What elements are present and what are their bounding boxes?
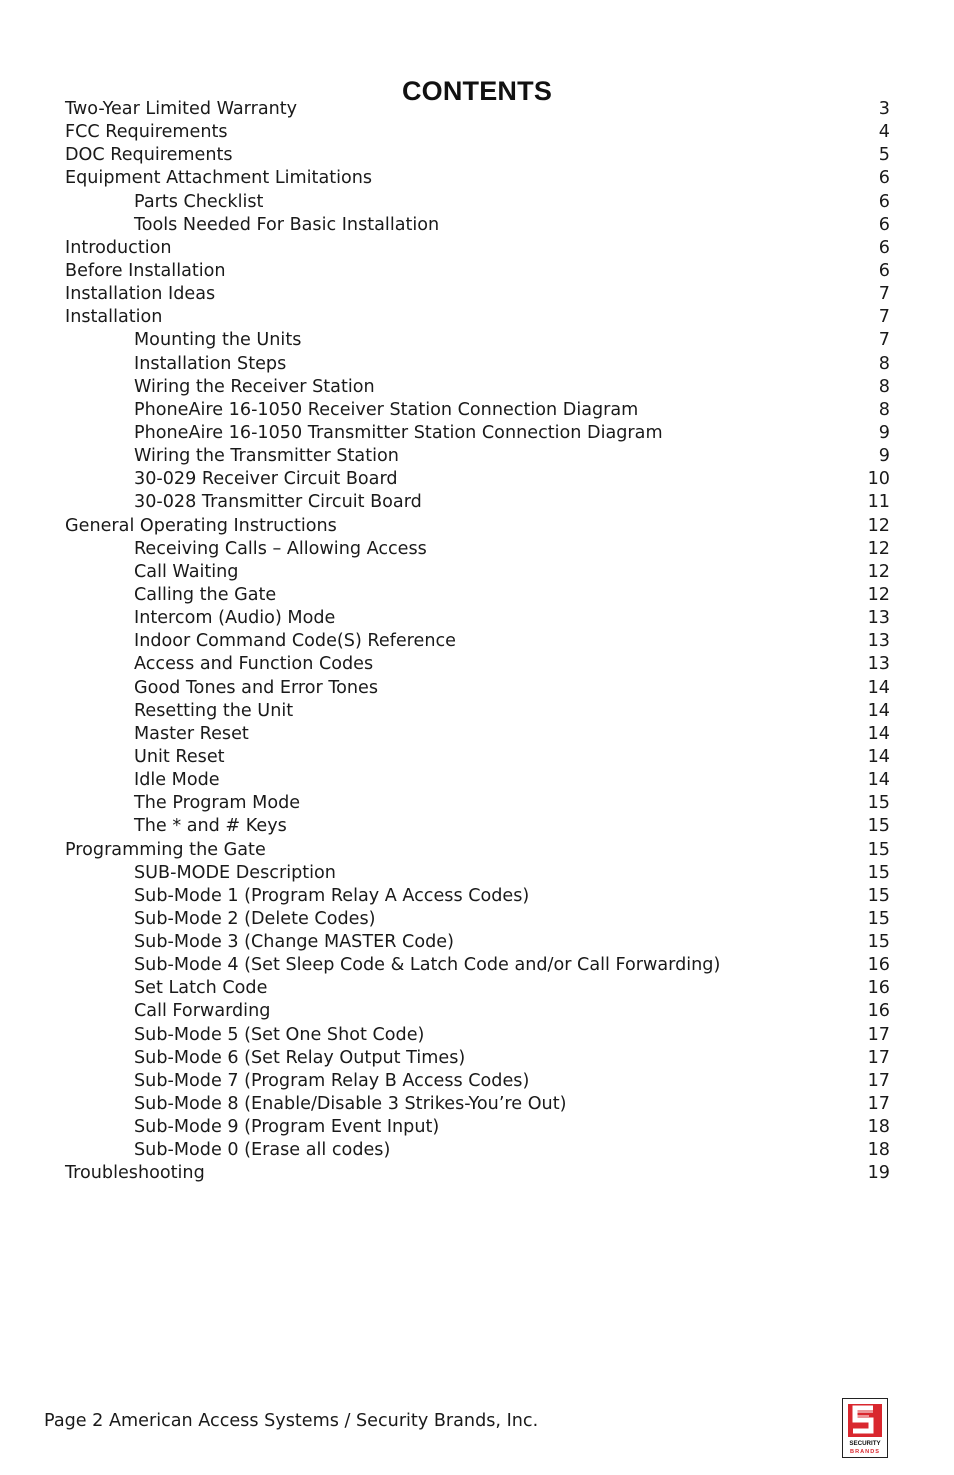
toc-entry[interactable] [65,954,890,977]
toc-entry-page-number: 13 [867,654,890,675]
toc-entry-page-number: 17 [867,1024,890,1045]
toc-entry-page-number: 18 [867,1140,890,1161]
toc-entry[interactable] [65,538,890,561]
toc-entry[interactable] [65,1047,890,1070]
toc-entry-page-number: 9 [878,422,890,443]
toc-entry-label: Sub-Mode 6 (Set Relay Output Times) [134,1047,466,1068]
toc-entry[interactable] [65,1070,890,1093]
toc-entry[interactable] [65,931,890,954]
toc-entry-page-number: 10 [867,469,890,490]
toc-entry[interactable] [65,191,890,214]
toc-entry[interactable] [65,98,890,121]
toc-entry-label: The Program Mode [134,793,301,814]
toc-entry-page-number: 15 [867,908,890,929]
toc-entry-label: Tools Needed For Basic Installation [134,214,440,235]
toc-entry-page-number: 7 [878,307,890,328]
toc-entry-page-number: 12 [867,515,890,536]
toc-entry-label: Intercom (Audio) Mode [134,608,336,629]
toc-entry[interactable] [65,561,890,584]
page-title: CONTENTS [401,76,553,107]
toc-entry[interactable] [65,329,890,352]
toc-entry[interactable] [65,584,890,607]
toc-entry-page-number: 3 [878,99,890,119]
toc-entry-label: Sub-Mode 1 (Program Relay A Access Codes) [134,885,530,906]
toc-entry[interactable] [65,792,890,815]
toc-entry-page-number: 19 [867,1163,890,1184]
toc-entry-page-number: 6 [878,260,890,281]
toc-entry-label: Sub-Mode 2 (Delete Codes) [134,908,376,929]
toc-entry-page-number: 13 [867,608,890,629]
security-brands-logo-icon [842,1398,888,1458]
toc-entry[interactable] [65,1093,890,1116]
toc-entry[interactable] [65,977,890,1000]
toc-entry-label: Installation [65,307,163,328]
logo-text-line2: BRANDS [850,1449,880,1455]
page-footer: Page 2 American Access Systems / Security Brands, Inc. [44,1411,539,1431]
toc-entry[interactable] [65,306,890,329]
toc-entry-label: Master Reset [134,723,249,744]
toc-entry-label: DOC Requirements [65,145,233,166]
toc-entry[interactable] [65,260,890,283]
toc-entry-label: Sub-Mode 4 (Set Sleep Code & Latch Code and/or Call Forwarding) [134,955,721,976]
toc-entry[interactable] [65,283,890,306]
toc-entry[interactable] [65,653,890,676]
toc-entry[interactable] [65,353,890,376]
toc-entry[interactable] [65,607,890,630]
toc-entry-label: Sub-Mode 5 (Set One Shot Code) [134,1024,425,1045]
toc-entry-label: Introduction [65,237,172,258]
logo-text-line1: SECURITY [849,1440,881,1447]
toc-entry-label: Good Tones and Error Tones [134,677,379,698]
toc-entry[interactable] [65,167,890,190]
toc-entry[interactable] [65,1024,890,1047]
toc-entry[interactable] [65,700,890,723]
toc-entry[interactable] [65,1162,890,1185]
toc-entry[interactable] [65,908,890,931]
toc-entry-page-number: 12 [867,561,890,582]
toc-entry[interactable] [65,815,890,838]
toc-entry-label: Sub-Mode 9 (Program Event Input) [134,1117,440,1138]
toc-entry-page-number: 15 [867,932,890,953]
toc-entry-page-number: 15 [867,816,890,837]
toc-entry-page-number: 7 [878,330,890,351]
toc-entry[interactable] [65,723,890,746]
toc-entry[interactable] [65,399,890,422]
toc-entry-label: Sub-Mode 3 (Change MASTER Code) [134,932,454,953]
toc-entry[interactable] [65,746,890,769]
toc-entry-page-number: 15 [867,839,890,860]
toc-entry-page-number: 6 [878,191,890,212]
toc-entry-page-number: 14 [867,770,890,791]
toc-entry-page-number: 14 [867,723,890,744]
toc-entry[interactable] [65,677,890,700]
toc-entry-page-number: 11 [867,492,890,513]
toc-entry-label: Indoor Command Code(S) Reference [134,631,457,652]
toc-entry-label: Call Forwarding [134,1001,271,1022]
toc-entry-label: 30-029 Receiver Circuit Board [134,469,398,490]
toc-entry-label: Before Installation [65,260,226,281]
toc-entry[interactable] [65,885,890,908]
toc-entry[interactable] [65,376,890,399]
toc-entry-page-number: 14 [867,746,890,767]
toc-entry[interactable] [65,445,890,468]
toc-entry-page-number: 15 [867,885,890,906]
toc-entry-page-number: 17 [867,1070,890,1091]
toc-entry-label: Programming the Gate [65,839,266,860]
toc-entry-label: Resetting the Unit [134,700,294,721]
toc-entry[interactable] [65,630,890,653]
toc-entry-label: Sub-Mode 8 (Enable/Disable 3 Strikes-You’re Out) [134,1094,567,1115]
toc-entry-page-number: 5 [878,145,890,166]
toc-entry-label: Sub-Mode 7 (Program Relay B Access Codes) [134,1070,530,1091]
toc-entry-label: Call Waiting [134,561,239,582]
toc-entry-label: Receiving Calls – Allowing Access [134,538,427,559]
toc-entry-page-number: 7 [878,284,890,305]
toc-entry[interactable] [65,491,890,514]
toc-entry-label: Sub-Mode 0 (Erase all codes) [134,1140,391,1161]
toc-entry-page-number: 15 [867,862,890,883]
toc-entry-page-number: 12 [867,538,890,559]
toc-entry-page-number: 6 [878,214,890,235]
toc-entry-page-number: 16 [867,978,890,999]
toc-entry[interactable] [65,468,890,491]
toc-entry-page-number: 15 [867,793,890,814]
toc-entry-label: Set Latch Code [134,978,268,999]
toc-entry[interactable] [65,862,890,885]
toc-entry-label: Mounting the Units [134,330,302,351]
toc-entry-page-number: 8 [878,399,890,420]
toc-entry-page-number: 12 [867,584,890,605]
toc-entry-page-number: 16 [867,1001,890,1022]
toc-entry-label: PhoneAire 16-1050 Receiver Station Connection Diagram [134,399,639,420]
toc-entry-label: Equipment Attachment Limitations [65,168,373,189]
toc-entry-page-number: 9 [878,446,890,467]
toc-entry[interactable] [65,839,890,862]
toc-entry-page-number: 8 [878,376,890,397]
toc-entry-page-number: 17 [867,1047,890,1068]
toc-entry[interactable] [65,144,890,167]
toc-entry[interactable] [65,515,890,538]
toc-entry-page-number: 13 [867,631,890,652]
toc-entry[interactable] [65,422,890,445]
table-of-contents [65,98,890,1186]
toc-entry-label: 30-028 Transmitter Circuit Board [134,492,422,513]
toc-entry-label: Installation Ideas [65,284,216,305]
toc-entry[interactable] [65,1116,890,1139]
toc-entry-page-number: 8 [878,353,890,374]
toc-entry-page-number: 16 [867,955,890,976]
toc-entry-label: Wiring the Receiver Station [134,376,375,397]
toc-entry-page-number: 4 [878,122,890,143]
toc-entry-label: Unit Reset [134,746,225,767]
toc-entry[interactable] [65,1000,890,1023]
toc-entry-label: General Operating Instructions [65,515,337,536]
toc-entry-page-number: 14 [867,677,890,698]
toc-entry-label: Wiring the Transmitter Station [134,446,399,467]
toc-entry-label: Calling the Gate [134,584,277,605]
toc-entry-label: FCC Requirements [65,122,228,143]
toc-entry-label: Troubleshooting [65,1163,205,1184]
toc-entry[interactable] [65,121,890,144]
toc-entry-label: Two-Year Limited Warranty [65,99,298,119]
toc-entry[interactable] [65,1139,890,1162]
toc-entry-label: Parts Checklist [134,191,264,212]
toc-entry-page-number: 6 [878,237,890,258]
toc-entry-page-number: 17 [867,1094,890,1115]
toc-entry-page-number: 14 [867,700,890,721]
toc-entry-page-number: 18 [867,1117,890,1138]
toc-entry[interactable] [65,214,890,237]
toc-entry-label: The * and # Keys [134,816,287,837]
toc-entry-label: PhoneAire 16-1050 Transmitter Station Connection Diagram [134,422,663,443]
toc-entry-page-number: 6 [878,168,890,189]
toc-entry-label: Access and Function Codes [134,654,374,675]
toc-entry-label: Idle Mode [134,770,220,791]
toc-entry[interactable] [65,237,890,260]
toc-entry-label: Installation Steps [134,353,287,374]
toc-entry[interactable] [65,769,890,792]
toc-entry-label: SUB-MODE Description [134,862,336,883]
